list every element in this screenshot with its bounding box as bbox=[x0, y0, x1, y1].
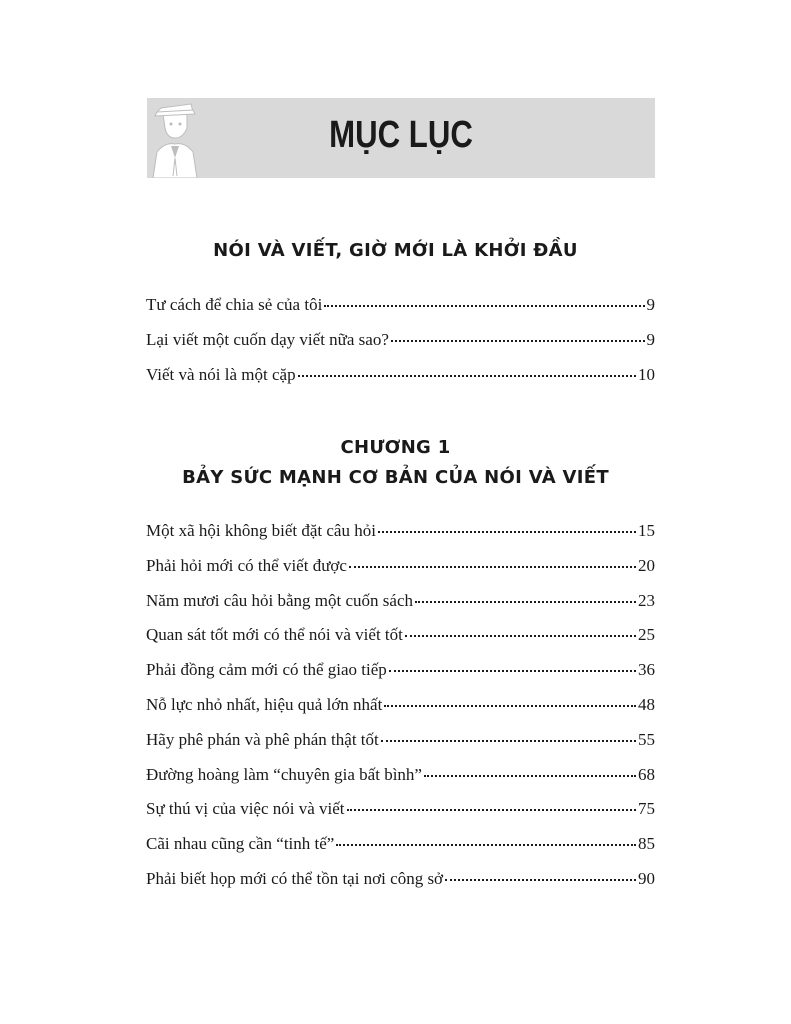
toc-entry-page: 48 bbox=[638, 695, 655, 714]
dot-leader bbox=[324, 287, 644, 307]
dot-leader bbox=[445, 861, 636, 881]
toc-entry-page: 90 bbox=[638, 869, 655, 888]
toc-entry-page: 85 bbox=[638, 834, 655, 854]
toc-entry[interactable] bbox=[146, 794, 655, 820]
dot-leader bbox=[381, 722, 636, 742]
dot-leader bbox=[389, 652, 636, 672]
toc-entry-page: 23 bbox=[638, 590, 655, 610]
dot-leader bbox=[405, 617, 636, 637]
toc-entry-title: Viết và nói là một cặp bbox=[146, 365, 296, 384]
toc-entry[interactable] bbox=[146, 725, 655, 751]
header-banner bbox=[147, 98, 655, 178]
toc-entry-title: Phải hỏi mới có thể viết được bbox=[146, 555, 347, 575]
dot-leader bbox=[415, 583, 636, 603]
dot-leader bbox=[424, 757, 636, 777]
toc-entry-title: Tư cách để chia sẻ của tôi bbox=[146, 295, 323, 314]
toc-entry[interactable] bbox=[146, 829, 655, 855]
dot-leader bbox=[384, 687, 636, 707]
toc-entry[interactable] bbox=[146, 290, 655, 316]
toc-entry-title: Cãi nhau cũng cần “tinh tế” bbox=[146, 834, 335, 854]
toc-entry[interactable] bbox=[146, 586, 655, 612]
page-title: MỤC LỤC bbox=[329, 114, 473, 156]
toc-entry-page: 25 bbox=[638, 625, 655, 645]
intro-heading: NÓI VÀ VIẾT, GIỜ MỚI LÀ KHỞI ĐẦU bbox=[213, 240, 578, 261]
toc-entry-page: 9 bbox=[646, 330, 655, 349]
dot-leader bbox=[349, 548, 636, 568]
toc-entry[interactable] bbox=[146, 360, 655, 386]
dot-leader bbox=[298, 357, 636, 377]
chapter-label: CHƯƠNG 1 bbox=[340, 437, 451, 458]
toc-entry-title: Sự thú vị của việc nói và viết bbox=[146, 799, 345, 819]
toc-entry-page: 68 bbox=[638, 764, 655, 784]
toc-entry-title: Năm mươi câu hỏi bằng một cuốn sách bbox=[146, 590, 414, 610]
toc-entry[interactable] bbox=[146, 551, 655, 577]
toc-entry[interactable] bbox=[146, 690, 655, 716]
toc-entry-page: 20 bbox=[638, 555, 655, 575]
toc-entry-title: Hãy phê phán và phê phán thật tốt bbox=[146, 729, 379, 749]
toc-entry-page: 75 bbox=[638, 799, 655, 819]
toc-entry[interactable] bbox=[146, 655, 655, 681]
toc-entry-title: Quan sát tốt mới có thể nói và viết tốt bbox=[146, 625, 403, 645]
toc-entry-page: 10 bbox=[638, 365, 655, 384]
toc-entry-page: 55 bbox=[638, 729, 655, 749]
toc-entry-page: 15 bbox=[638, 521, 655, 540]
toc-entry-title: Đường hoàng làm “chuyên gia bất bình” bbox=[146, 764, 422, 784]
toc-entry[interactable] bbox=[146, 325, 655, 351]
toc-entry-title: Phải đồng cảm mới có thể giao tiếp bbox=[146, 660, 387, 680]
dot-leader bbox=[378, 513, 636, 533]
toc-entry-title: Nỗ lực nhỏ nhất, hiệu quả lớn nhất bbox=[146, 695, 383, 714]
toc-entry[interactable] bbox=[146, 864, 655, 890]
toc-entry-page: 36 bbox=[638, 660, 655, 680]
dot-leader bbox=[336, 826, 636, 846]
toc-entry[interactable] bbox=[146, 620, 655, 646]
toc-entry[interactable] bbox=[146, 760, 655, 786]
toc-entry-title: Lại viết một cuốn dạy viết nữa sao? bbox=[146, 330, 389, 349]
chapter-heading: BẢY SỨC MẠNH CƠ BẢN CỦA NÓI VÀ VIẾT bbox=[182, 467, 609, 488]
toc-entry-page: 9 bbox=[646, 295, 655, 314]
toc-entry-title: Phải biết họp mới có thể tồn tại nơi công sở bbox=[146, 869, 444, 888]
toc-entry[interactable] bbox=[146, 516, 655, 542]
dot-leader bbox=[391, 322, 645, 342]
dot-leader bbox=[347, 791, 636, 811]
toc-entry-title: Một xã hội không biết đặt câu hỏi bbox=[146, 521, 376, 540]
